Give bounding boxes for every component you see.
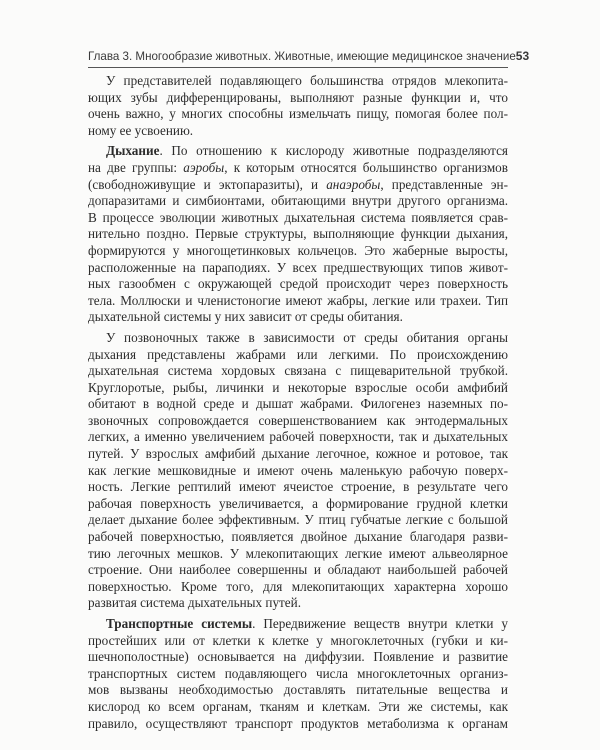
text-line bbox=[88, 160, 508, 177]
page-number: 53 bbox=[515, 49, 530, 63]
text-line: обитают в водной среде и дышат жабрами. Филогенез наземных по- bbox=[88, 396, 508, 412]
text-line: дыхания представлены жабрами или легкими. По происхождению bbox=[88, 346, 508, 362]
text-fragment: . По отношению к кислороду животные подразделяются bbox=[159, 143, 508, 159]
text-fragment: на две группы: bbox=[88, 159, 184, 175]
text-line: рабочая поверхность увеличивается, а формирование грудной клетки bbox=[88, 495, 508, 511]
section-heading-breathing: Дыхание bbox=[106, 143, 160, 159]
text-line: формируются у многощетинковых кольчецов. Это жаберные выросты, bbox=[88, 242, 508, 258]
paragraph-vertebrates bbox=[88, 330, 508, 612]
term-aerobes: аэробы bbox=[183, 159, 225, 175]
text-line: транспортных систем подавляющего числа многоклеточных организ- bbox=[88, 665, 508, 681]
text-fragment: , к которым относятся большинство организмов bbox=[224, 159, 508, 175]
text-line: ному ее усвоению. bbox=[88, 122, 194, 138]
text-line: поверхностью. Кроме того, для млекопитающих характерна хорошо bbox=[88, 578, 508, 594]
text-line: нительно поздно. Первые структуры, выполняющие функции дыхания, bbox=[88, 226, 508, 242]
text-line: ющих зубы дифференцированы, выполняют разные функции и, что bbox=[88, 89, 508, 105]
text-line: У представителей подавляющего большинства отрядов млекопита- bbox=[106, 73, 508, 88]
chapter-title: Глава 3. Многообразие животных. Животные, имеющие медицинское значение bbox=[88, 50, 516, 63]
text-line: легких, а именно увеличением рабочей поверхности, так и дыхательных bbox=[88, 429, 508, 445]
text-line: правило, осуществляют транспорт продуктов метаболизма к органам bbox=[88, 715, 508, 731]
paragraph-teeth bbox=[88, 73, 508, 139]
text-line: расположенные на параподиях. У всех предшествующих типов живот- bbox=[88, 259, 508, 275]
text-line bbox=[88, 177, 508, 194]
paragraph-breathing bbox=[88, 143, 508, 326]
text-line: простейших или от клетки к клетке у многоклеточных (губки и ки- bbox=[88, 632, 508, 648]
running-header bbox=[88, 46, 530, 68]
text-line: тела. Моллюски и членистоногие имеют жабры, легкие или трахеи. Тип bbox=[88, 292, 508, 308]
text-line: строение. Они наиболее совершенны и обладают наибольшей рабочей bbox=[88, 562, 508, 578]
text-line bbox=[88, 616, 508, 633]
section-heading-transport: Транспортные системы bbox=[106, 616, 253, 631]
page-body bbox=[88, 73, 508, 732]
text-line: звоночных сопровождается совершенствованием как энтодермальных bbox=[88, 412, 508, 428]
text-line: путей. У взрослых амфибий дыхание легочное, кожное и ротовое, так bbox=[88, 446, 508, 462]
text-line: очень важно, у многих способны измельчать пищу, помогая более пол- bbox=[88, 106, 508, 122]
text-line: В процессе эволюции животных дыхательная система появляется срав- bbox=[88, 209, 508, 225]
text-line: тию легочных мешков. У млекопитающих легкие имеют альвеолярное bbox=[88, 545, 508, 561]
text-fragment: . Передвижение веществ внутри клетки у bbox=[252, 616, 508, 631]
text-line: дыхательная система хордовых связана с пищеварительной трубкой. bbox=[88, 363, 508, 379]
text-line bbox=[88, 143, 508, 160]
text-line: У позвоночных также в зависимости от среды обитания органы bbox=[106, 329, 508, 345]
text-fragment: , представленные эн- bbox=[380, 176, 508, 192]
text-fragment: (свободноживущие и эктопаразиты), и bbox=[88, 176, 327, 192]
text-line: кислород ко всем органам, тканям и клеткам. Эти же системы, как bbox=[88, 698, 508, 714]
text-line: дыхательной системы у них зависит от среды обитания. bbox=[88, 309, 403, 325]
term-anaerobes: анаэробы bbox=[326, 176, 381, 192]
text-line: допаразитами и симбионтами, обитающими внутри другого организма. bbox=[88, 193, 508, 209]
text-line: шечнополостные) основывается на диффузии. Появление и развитие bbox=[88, 649, 508, 665]
text-line: развитая система дыхательных путей. bbox=[88, 595, 302, 611]
text-line: Круглоротые, рыбы, личинки и некоторые взрослые особи амфибий bbox=[88, 379, 508, 395]
text-line: рабочей поверхностью, появляется двойное дыхание благодаря разви- bbox=[88, 529, 508, 545]
text-line: ных газообмен с окружающей средой происходит через поверхность bbox=[88, 276, 508, 292]
text-line: мов вызваны необходимостью доставлять питательные вещества и bbox=[88, 682, 508, 698]
text-line: ность. Легкие рептилий имеют ячеистое строение, в результате чего bbox=[88, 479, 508, 495]
text-line: делает дыхание более эффективным. У птиц губчатые легкие с большой bbox=[88, 512, 508, 528]
text-line: как легкие мешковидные и имеют очень маленькую рабочую поверх- bbox=[88, 462, 508, 478]
paragraph-transport-systems bbox=[88, 616, 508, 732]
